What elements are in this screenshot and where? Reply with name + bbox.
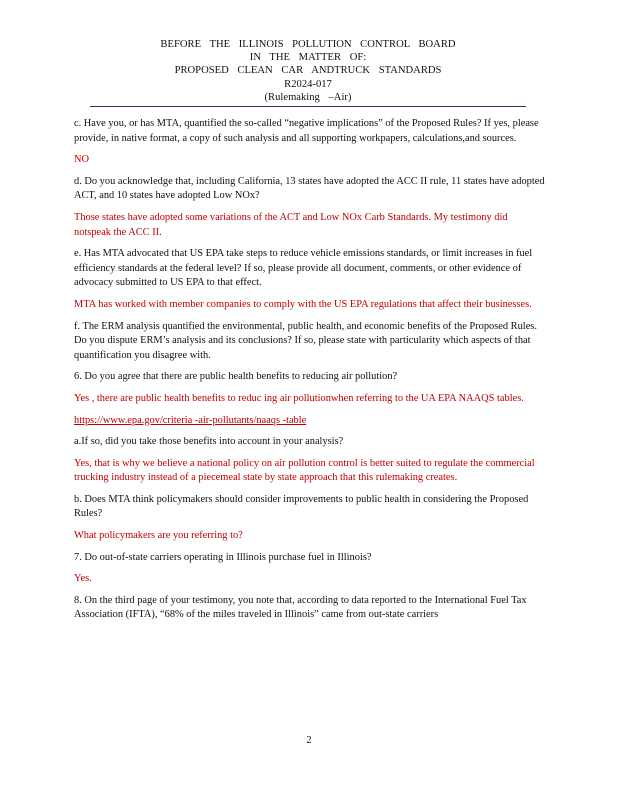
board-title: BEFORE THE ILLINOIS POLLUTION CONTROL BOARD — [160, 39, 456, 50]
question-paragraph: b. Does MTA think policymakers should consider improvements to public health in considering the Proposed Rules? — [74, 493, 529, 520]
question-paragraph: c. Have you, or has MTA, quantified the so-called “negative implications” of the Proposed Rules? If yes, please provide, in native format, a copy of such analysis and all supporting workpapers, calculations,and sources. — [74, 118, 539, 144]
rulemaking-type: (Rulemaking –Air) — [264, 91, 352, 103]
question-paragraph: f. The ERM analysis quantified the environmental, public health, and economic benefits of the Proposed Rules. Do you dispute ERM’s analysis and its conclusions? If so, please state with particularity which aspects of that quantification you disagree with. — [74, 320, 537, 361]
question-paragraph: d. Do you acknowledge that, including California, 13 states have adopted the ACC II rule, 11 states have adopted ACT, and 10 states have adopted Low NOx? — [74, 175, 545, 202]
answer-paragraph: What policymakers are you referring to? — [74, 530, 243, 542]
answer-paragraph: Yes , there are public health benefits to reduc ing air pollutionwhen referring to the UA EPA NAAQS tables. — [74, 392, 524, 404]
page-number: 2 — [306, 735, 312, 746]
answer-paragraph: Yes. — [74, 573, 92, 585]
docket-number: R2024-017 — [284, 78, 332, 90]
matter-line: IN THE MATTER OF: — [249, 52, 367, 64]
header-divider — [90, 106, 526, 107]
caption-header — [90, 38, 526, 104]
epa-naaqs-link[interactable]: https://www.epa.gov/criteria -air-pollutants/naaqs -table — [74, 414, 307, 426]
answer-paragraph: Yes, that is why we believe a national policy on air pollution control is better suited to regulate the commercial trucking industry instead of a piecemeal state by state approach that this rulemaking creates. — [74, 457, 535, 484]
answer-paragraph: NO — [74, 154, 90, 166]
answer-paragraph: Those states have adopted some variations of the ACT and Low NOx Carb Standards. My testimony did notspeak the ACC II. — [74, 211, 508, 238]
answer-paragraph: MTA has worked with member companies to comply with the US EPA regulations that affect their businesses. — [74, 298, 532, 310]
question-paragraph: 6. Do you agree that there are public health benefits to reducing air pollution? — [74, 371, 398, 383]
question-paragraph: e. Has MTA advocated that US EPA take steps to reduce vehicle emissions standards, or limit increases in fuel efficiency standards at the federal level? If so, please provide all document, comments, or other evidence of advocacy submitted to US EPA to that effect. — [74, 248, 533, 289]
link-paragraph — [74, 414, 546, 429]
question-paragraph: 7. Do out-of-state carriers operating in Illinois purchase fuel in Illinois? — [74, 551, 372, 563]
proposal-title: PROPOSED CLEAN CAR ANDTRUCK STANDARDS — [174, 65, 442, 77]
document-body — [74, 117, 546, 630]
question-paragraph: 8. On the third page of your testimony, you note that, according to data reported to the International Fuel Tax Association (IFTA), “68% of the miles traveled in Illinois” came from out-state carriers — [74, 594, 527, 621]
question-paragraph: a.If so, did you take those benefits into account in your analysis? — [74, 436, 344, 448]
